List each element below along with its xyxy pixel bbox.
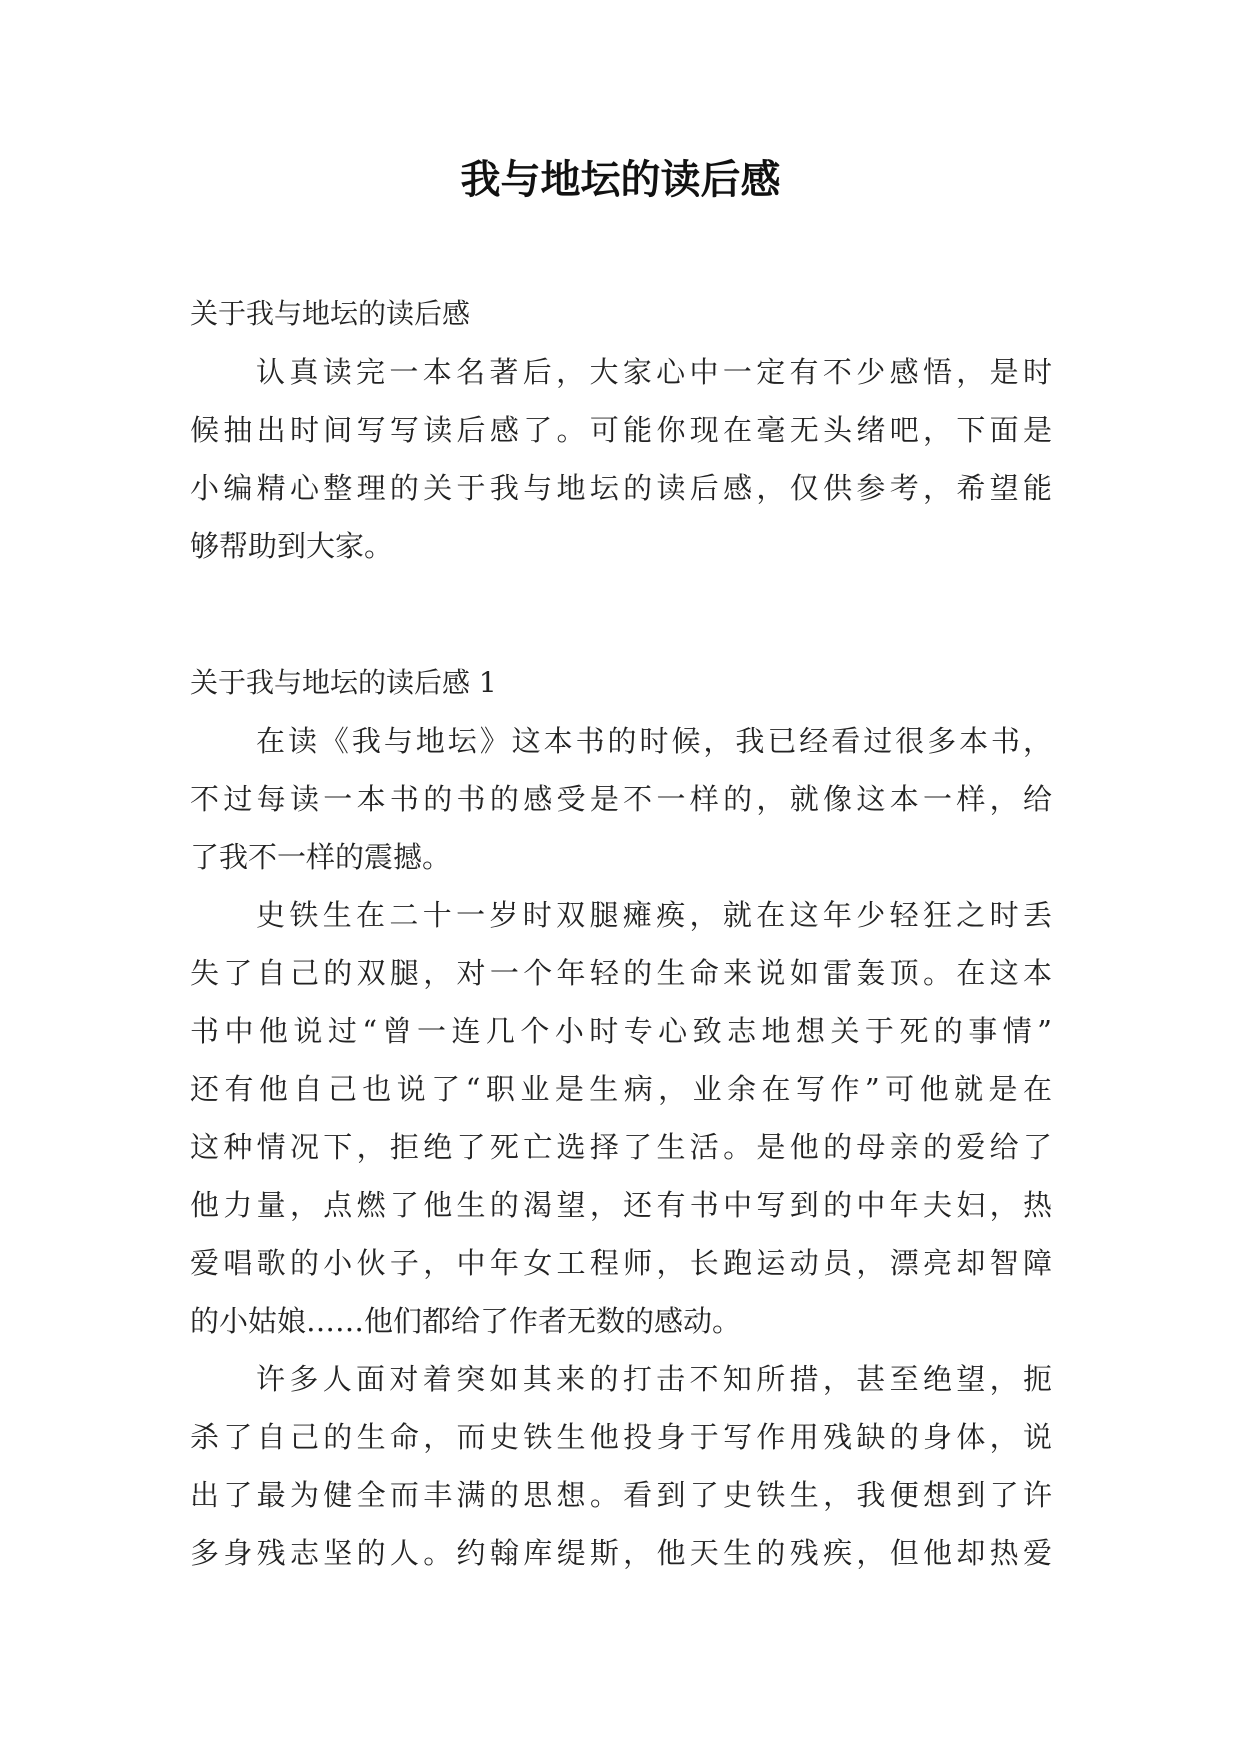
paragraph-line: 许多人面对着突如其来的打击不知所措，甚至绝望，扼 [256,1362,1052,1396]
paragraph-line: 候抽出时间写写读后感了。可能你现在毫无头绪吧，下面是 [190,413,1052,447]
paragraph-1 [190,712,1052,886]
paragraph-line: 他力量，点燃了他生的渴望，还有书中写到的中年夫妇，热 [190,1188,1052,1222]
paragraph-line: 史铁生在二十一岁时双腿瘫痪，就在这年少轻狂之时丢 [256,898,1052,932]
paragraph-line: 书中他说过“曾一连几个小时专心致志地想关于死的事情” [190,1014,1052,1048]
document-body [190,285,1052,1582]
paragraph-line: 了我不一样的震撼。 [190,840,452,874]
section-heading-1: 关于我与地坛的读后感 1 [190,666,497,699]
paragraph-line: 的小姑娘……他们都给了作者无数的感动。 [190,1304,742,1338]
paragraph-line: 还有他自己也说了“职业是生病，业余在写作”可他就是在 [190,1072,1052,1106]
paragraph-line: 这种情况下，拒绝了死亡选择了生活。是他的母亲的爱给了 [190,1130,1052,1164]
paragraph-line: 杀了自己的生命，而史铁生他投身于写作用残缺的身体，说 [190,1420,1052,1454]
section-spacer [190,575,1052,654]
document-title: 我与地坛的读后感 [460,156,781,203]
section-heading-intro: 关于我与地坛的读后感 [190,297,471,330]
paragraph-line: 小编精心整理的关于我与地坛的读后感，仅供参考，希望能 [190,471,1052,505]
paragraph-intro [190,343,1052,575]
paragraph-line: 够帮助到大家。 [190,529,394,563]
paragraph-2 [190,886,1052,1350]
paragraph-line: 爱唱歌的小伙子，中年女工程师，长跑运动员，漂亮却智障 [190,1246,1052,1280]
paragraph-line: 认真读完一本名著后，大家心中一定有不少感悟，是时 [256,355,1052,389]
paragraph-line: 在读《我与地坛》这本书的时候，我已经看过很多本书， [256,724,1052,758]
paragraph-3 [190,1350,1052,1582]
paragraph-line: 出了最为健全而丰满的思想。看到了史铁生，我便想到了许 [190,1478,1052,1512]
paragraph-line: 失了自己的双腿，对一个年轻的生命来说如雷轰顶。在这本 [190,956,1052,990]
paragraph-line: 多身残志坚的人。约翰库缇斯，他天生的残疾，但他却热爱 [190,1536,1052,1570]
paragraph-line: 不过每读一本书的书的感受是不一样的，就像这本一样，给 [190,782,1052,816]
